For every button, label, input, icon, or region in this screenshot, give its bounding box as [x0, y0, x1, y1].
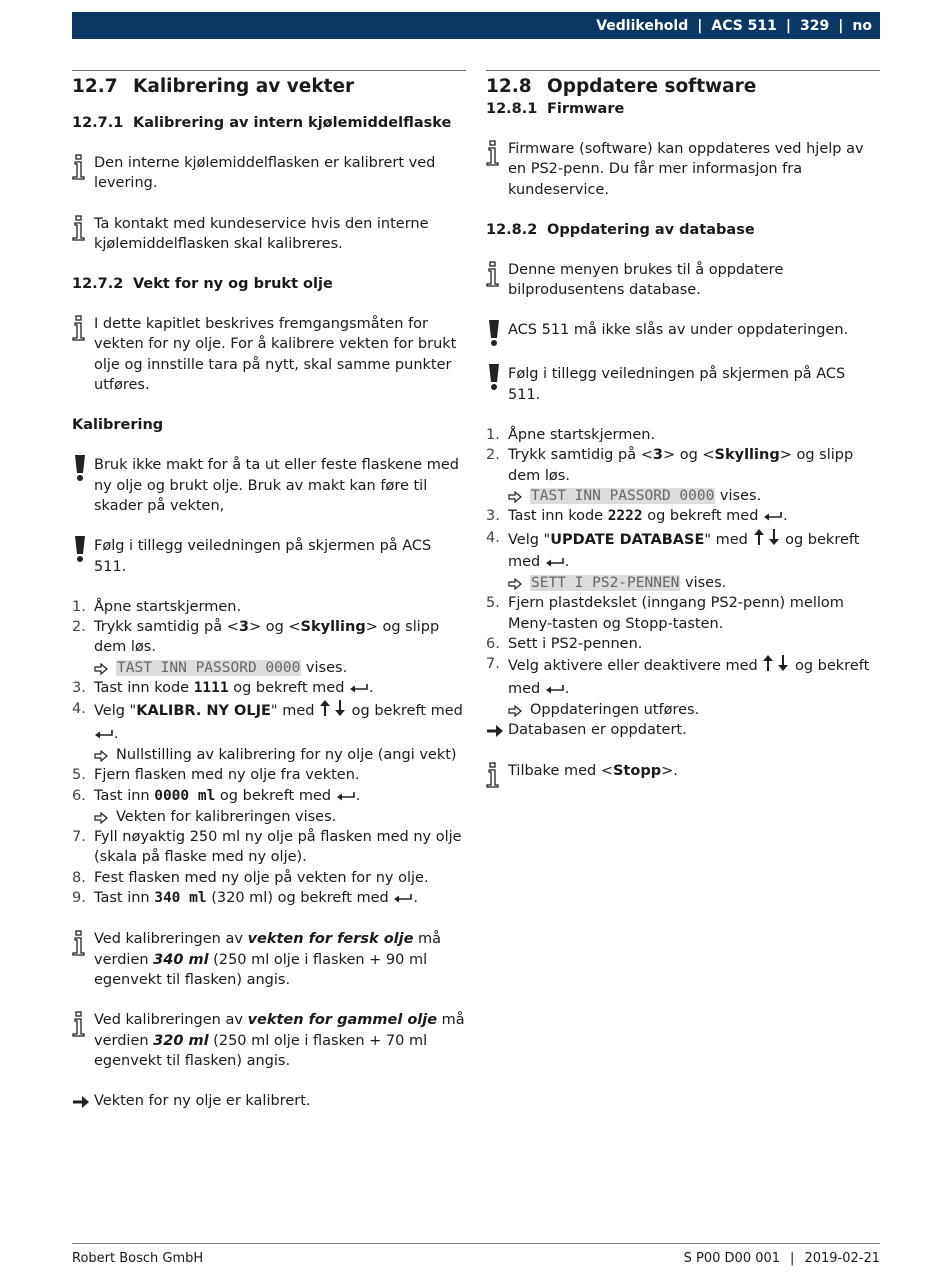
step-number: 6. — [486, 636, 500, 653]
note-text: Firmware (software) kan oppdateres ved hjelp av en PS2-penn. Du får mer informasjon fra kundeservice. — [508, 141, 864, 198]
step-text: Tast inn 0000 ml og bekreft med . — [94, 786, 466, 807]
step-result — [486, 700, 880, 720]
step-text: Fest flasken med ny olje på vekten for ny olje. — [94, 869, 429, 886]
section-heading-12-8 — [486, 75, 880, 99]
footer-rule — [72, 1243, 880, 1244]
info-note — [486, 260, 880, 301]
step-number: 3. — [486, 508, 500, 525]
step-text: Tast inn kode 1111 og bekreft med . — [94, 678, 466, 699]
section-number: 12.8 — [486, 76, 532, 97]
header-section: Vedlikehold — [596, 17, 689, 34]
info-note — [72, 314, 466, 395]
section-rule — [72, 70, 466, 71]
warning-icon — [486, 364, 508, 388]
header-bar — [72, 12, 880, 39]
step-result: SETT I PS2-PENNEN vises. — [486, 573, 880, 593]
step-text: Velg "UPDATE DATABASE" med og bekreft med . — [508, 528, 880, 574]
company-name: Robert Bosch GmbH — [72, 1251, 204, 1266]
warning-text: ACS 511 må ikke slås av under oppdateringen. — [508, 322, 849, 339]
step-text: Velg "KALIBR. NY OLJE" med og bekreft med . — [94, 699, 466, 745]
enter-key-icon — [94, 725, 114, 745]
list-item — [486, 528, 880, 574]
warning-note — [486, 364, 880, 405]
footer-company — [72, 1251, 203, 1266]
list-item — [72, 868, 466, 888]
enter-key-icon — [545, 553, 565, 573]
procedure-list — [486, 425, 880, 720]
calibration-heading — [72, 415, 466, 435]
header-separator: | — [697, 17, 703, 34]
list-item — [486, 654, 880, 700]
subsection-number: 12.8.1 — [486, 101, 538, 117]
subsection-title: Kalibrering av intern kjølemiddelflaske — [133, 115, 452, 131]
header-separator: | — [838, 17, 844, 34]
info-icon — [486, 260, 508, 284]
list-item — [486, 425, 880, 445]
result-text: Databasen er oppdatert. — [508, 722, 687, 739]
step-number: 5. — [72, 767, 86, 784]
subsection-number: 12.7.2 — [72, 276, 124, 293]
up-down-arrows-icon — [753, 528, 781, 552]
header-page-number: 329 — [800, 17, 830, 34]
result-text: Nullstilling av kalibrering for ny olje (angi vekt) — [116, 746, 457, 763]
note-text: Ved kalibreringen av vekten for gammel olje må verdien 320 ml (250 ml olje i flasken + 70 ml egenvekt til flasken) angis. — [94, 1012, 465, 1069]
info-icon — [486, 139, 508, 163]
warning-note — [72, 455, 466, 516]
list-item — [72, 765, 466, 785]
footer-separator: | — [790, 1251, 795, 1266]
list-item — [486, 634, 880, 654]
warning-text: Følg i tillegg veiledningen på skjermen på ACS 511. — [94, 538, 432, 575]
subsection-title: Vekt for ny og brukt olje — [133, 276, 333, 293]
step-text: Tast inn kode 2222 og bekreft med . — [508, 506, 880, 527]
enter-key-icon — [763, 507, 783, 527]
info-icon — [72, 153, 94, 177]
step-text: Åpne startskjermen. — [94, 598, 242, 615]
step-number: 2. — [486, 447, 500, 464]
up-down-arrows-icon — [319, 699, 347, 723]
section-heading-12-7 — [72, 75, 466, 99]
step-text: Tast inn 340 ml (320 ml) og bekreft med . — [94, 888, 466, 909]
info-icon — [486, 761, 508, 785]
step-number: 4. — [486, 529, 500, 546]
heading-text: Kalibrering — [72, 417, 164, 434]
step-text: Fjern plastdekslet (inngang PS2-penn) mellom Meny-tasten og Stopp-tasten. — [508, 595, 844, 632]
display-text: TAST INN PASSORD 0000 — [531, 487, 715, 504]
info-icon — [72, 214, 94, 238]
result-arrow-icon — [94, 658, 116, 678]
warning-note — [72, 536, 466, 577]
step-result — [72, 807, 466, 827]
warning-icon — [72, 455, 94, 479]
section-number: 12.7 — [72, 76, 118, 97]
list-item — [486, 593, 880, 634]
subsection-heading-12-7-2 — [72, 274, 466, 294]
document-id: S P00 D00 001 — [683, 1251, 781, 1266]
final-result — [72, 1091, 466, 1111]
result-text: Vekten for ny olje er kalibrert. — [94, 1093, 311, 1110]
info-note — [486, 139, 880, 200]
header-product: ACS 511 — [711, 17, 777, 34]
display-text: TAST INN PASSORD 0000 — [117, 659, 301, 676]
result-text: Oppdateringen utføres. — [530, 701, 700, 718]
step-number: 7. — [486, 656, 500, 673]
warning-note — [486, 320, 880, 344]
header-separator: | — [785, 17, 792, 34]
note-text: Denne menyen brukes til å oppdatere bilprodusentens database. — [508, 261, 784, 299]
info-note — [72, 214, 466, 255]
up-down-arrows-icon — [762, 654, 790, 678]
list-item — [72, 597, 466, 617]
step-number: 9. — [72, 890, 86, 907]
warning-text: Følg i tillegg veiledningen på skjermen på ACS 511. — [508, 366, 846, 403]
list-item — [72, 827, 466, 868]
warning-icon — [486, 320, 508, 344]
step-number: 3. — [72, 680, 86, 697]
result-arrow-icon — [72, 1091, 94, 1111]
step-text: Sett i PS2-pennen. — [508, 636, 643, 653]
step-number: 7. — [72, 829, 86, 846]
step-result: TAST INN PASSORD 0000 vises. — [72, 658, 466, 678]
list-item — [72, 699, 466, 745]
warning-icon — [72, 536, 94, 560]
subsection-number: 12.8.2 — [486, 221, 538, 238]
result-arrow-icon — [508, 486, 530, 506]
step-text: Trykk samtidig på <3> og <Skylling> og slipp dem løs. — [508, 447, 854, 484]
document-date: 2019-02-21 — [804, 1251, 880, 1266]
subsection-number: 12.7.1 — [72, 115, 124, 131]
result-arrow-icon — [486, 720, 508, 740]
list-item — [72, 786, 466, 807]
subsection-heading-12-8-2 — [486, 220, 880, 240]
procedure-list — [72, 597, 466, 909]
step-text: Fyll nøyaktig 250 ml ny olje på flasken med ny olje (skala på flaske med ny olje). — [94, 829, 462, 866]
list-item — [72, 888, 466, 909]
enter-key-icon — [393, 889, 413, 909]
note-text: I dette kapitlet beskrives fremgangsmåten for vekten for ny olje. For å kalibrere vekten for brukt olje og innstille tara på nytt, skal samme punkter utføres. — [94, 316, 457, 394]
subsection-title: Oppdatering av database — [547, 221, 755, 238]
display-text: SETT I PS2-PENNEN — [531, 575, 680, 592]
step-text: Trykk samtidig på <3> og <Skylling> og slipp dem løs. — [94, 619, 440, 656]
note-text: Tilbake med <Stopp>. — [508, 762, 678, 779]
list-item — [72, 678, 466, 699]
step-text: Velg aktivere eller deaktivere med og bekreft med . — [508, 654, 880, 700]
section-title: Oppdatere software — [547, 76, 757, 97]
list-item — [486, 506, 880, 527]
step-number: 1. — [72, 598, 86, 615]
subsection-title: Firmware — [547, 101, 625, 117]
step-number: 4. — [72, 701, 86, 718]
step-number: 6. — [72, 787, 86, 804]
step-number: 2. — [72, 619, 86, 636]
warning-text: Bruk ikke makt for å ta ut eller feste flaskene med ny olje og brukt olje. Bruk av makt kan føre til skader på vekten, — [94, 457, 459, 514]
footer-doc-info — [684, 1251, 880, 1266]
step-number: 8. — [72, 869, 86, 886]
section-title: Kalibrering av vekter — [133, 76, 355, 97]
result-arrow-icon — [508, 573, 530, 593]
enter-key-icon — [336, 787, 356, 807]
section-rule — [486, 70, 880, 71]
step-text: Fjern flasken med ny olje fra vekten. — [94, 767, 360, 784]
right-column — [486, 70, 880, 785]
header-language: no — [852, 17, 872, 34]
info-note — [72, 1010, 466, 1071]
subsection-heading-12-8-1 — [486, 99, 880, 119]
result-arrow-icon — [94, 807, 116, 827]
result-arrow-icon — [508, 700, 530, 720]
enter-key-icon — [545, 680, 565, 700]
info-icon — [72, 929, 94, 953]
step-number: 1. — [486, 427, 500, 444]
step-number: 5. — [486, 595, 500, 612]
left-column — [72, 70, 466, 1111]
subsection-heading-12-7-1 — [72, 113, 466, 133]
info-icon — [72, 1010, 94, 1034]
note-text: Ved kalibreringen av vekten for fersk olje må verdien 340 ml (250 ml olje i flasken + 90 ml egenvekt til flasken) angis. — [94, 931, 442, 988]
note-text: Ta kontakt med kundeservice hvis den interne kjølemiddelflasken skal kalibreres. — [94, 215, 429, 252]
list-item — [72, 617, 466, 658]
info-note — [486, 761, 880, 785]
result-text: Vekten for kalibreringen vises. — [116, 808, 337, 825]
info-note — [72, 929, 466, 990]
list-item — [486, 445, 880, 486]
step-result — [72, 745, 466, 765]
enter-key-icon — [349, 679, 369, 699]
info-icon — [72, 314, 94, 338]
step-result: TAST INN PASSORD 0000 vises. — [486, 486, 880, 506]
info-note — [72, 153, 466, 194]
result-arrow-icon — [94, 745, 116, 765]
step-text: Åpne startskjermen. — [508, 427, 656, 444]
final-result — [486, 720, 880, 740]
note-text: Den interne kjølemiddelflasken er kalibrert ved levering. — [94, 155, 436, 192]
